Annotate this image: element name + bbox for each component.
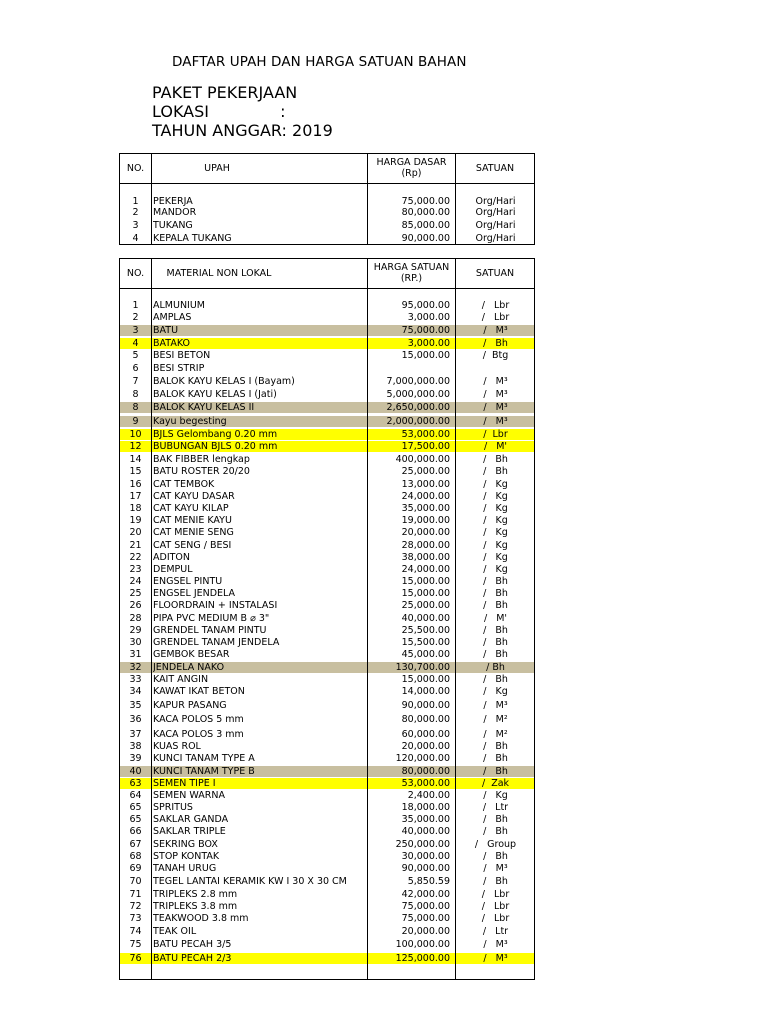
item-name: KUAS ROL bbox=[153, 741, 201, 752]
item-unit: / Ltr bbox=[482, 802, 509, 813]
item-price: 90,000.00 bbox=[401, 233, 450, 244]
table-row bbox=[120, 466, 534, 477]
item-unit: / M' bbox=[483, 613, 508, 624]
item-unit: / M³ bbox=[483, 416, 508, 427]
item-price: 3,000.00 bbox=[407, 312, 450, 323]
item-unit: / Bh bbox=[483, 741, 508, 752]
table-row bbox=[120, 389, 534, 400]
item-price: 38,000.00 bbox=[401, 552, 450, 563]
table-row bbox=[120, 312, 534, 323]
item-price: 45,000.00 bbox=[401, 649, 450, 660]
item-name: TEAK OIL bbox=[153, 926, 197, 937]
item-name: SEMEN WARNA bbox=[153, 790, 225, 801]
item-price: 130,700.00 bbox=[395, 662, 450, 673]
item-unit: / Kg bbox=[483, 479, 508, 490]
item-price: 75,000.00 bbox=[401, 901, 450, 912]
item-price: 40,000.00 bbox=[401, 826, 450, 837]
item-unit: / Kg bbox=[483, 552, 508, 563]
table-row bbox=[120, 429, 534, 440]
item-price: 120,000.00 bbox=[395, 753, 450, 764]
item-name: TUKANG bbox=[153, 220, 193, 231]
row-number: 26 bbox=[129, 600, 142, 611]
item-price: 53,000.00 bbox=[401, 429, 450, 440]
table-row bbox=[120, 686, 534, 697]
row-number: 2 bbox=[132, 207, 139, 218]
row-number: 1 bbox=[132, 196, 139, 207]
item-unit: / Lbr bbox=[481, 889, 510, 900]
item-price: 5,000,000.00 bbox=[386, 389, 450, 400]
item-name: BAK FIBBER lengkap bbox=[153, 454, 250, 465]
table-row bbox=[120, 527, 534, 538]
project-header bbox=[152, 83, 333, 140]
item-name: BALOK KAYU KELAS II bbox=[153, 402, 255, 413]
item-price: 80,000.00 bbox=[401, 714, 450, 725]
item-price: 80,000.00 bbox=[401, 766, 450, 777]
item-price: 90,000.00 bbox=[401, 863, 450, 874]
item-unit: Org/Hari bbox=[475, 196, 516, 207]
document-title: DAFTAR UPAH DAN HARGA SATUAN BAHAN bbox=[172, 54, 467, 70]
item-unit: / Bh bbox=[483, 766, 508, 777]
row-number: 70 bbox=[129, 876, 142, 887]
item-name: KEPALA TUKANG bbox=[153, 233, 232, 244]
table-row bbox=[120, 196, 534, 207]
row-number: 20 bbox=[129, 527, 142, 538]
item-name: GEMBOK BESAR bbox=[153, 649, 230, 660]
item-unit: / Bh bbox=[483, 466, 508, 477]
item-unit: / Bh bbox=[483, 649, 508, 660]
row-number: 65 bbox=[129, 814, 142, 825]
material-header-price: HARGA SATUAN (RP.) bbox=[373, 262, 450, 284]
item-name: DEMPUL bbox=[153, 564, 193, 575]
item-price: 24,000.00 bbox=[401, 564, 450, 575]
row-number: 39 bbox=[129, 753, 142, 764]
item-name: FLOORDRAIN + INSTALASI bbox=[153, 600, 278, 611]
item-price: 53,000.00 bbox=[401, 778, 450, 789]
item-name: BESI BETON bbox=[153, 350, 211, 361]
row-number: 1 bbox=[132, 300, 139, 311]
row-number: 7 bbox=[132, 376, 139, 387]
row-number: 76 bbox=[129, 953, 142, 964]
item-name: BATU PECAH 2/3 bbox=[153, 953, 232, 964]
row-number: 22 bbox=[129, 552, 142, 563]
row-number: 17 bbox=[129, 491, 142, 502]
row-number: 35 bbox=[129, 700, 142, 711]
project-package-line: PAKET PEKERJAAN bbox=[152, 83, 298, 102]
material-header-no: NO. bbox=[126, 268, 145, 279]
item-price: 40,000.00 bbox=[401, 613, 450, 624]
item-unit: / Lbr bbox=[481, 901, 510, 912]
table-row bbox=[120, 926, 534, 937]
item-unit: / Zak bbox=[481, 778, 510, 789]
item-price: 20,000.00 bbox=[401, 741, 450, 752]
item-name: ADITON bbox=[153, 552, 191, 563]
table-row bbox=[120, 552, 534, 563]
table-row bbox=[120, 814, 534, 825]
item-unit: / Bh bbox=[483, 454, 508, 465]
item-price: 20,000.00 bbox=[401, 926, 450, 937]
item-price: 7,000,000.00 bbox=[386, 376, 450, 387]
row-number: 3 bbox=[132, 220, 139, 231]
item-name: SEMEN TIPE I bbox=[153, 778, 216, 789]
item-name: KAWAT IKAT BETON bbox=[153, 686, 245, 697]
table-row bbox=[120, 939, 534, 950]
location-line: LOKASI : bbox=[152, 102, 286, 121]
item-unit: / M' bbox=[483, 441, 508, 452]
item-unit: / M³ bbox=[483, 402, 508, 413]
row-number: 2 bbox=[132, 312, 139, 323]
item-name: MANDOR bbox=[153, 207, 197, 218]
table-row bbox=[120, 839, 534, 850]
item-name: KUNCI TANAM TYPE B bbox=[153, 766, 255, 777]
item-price: 35,000.00 bbox=[401, 503, 450, 514]
item-price: 15,000.00 bbox=[401, 588, 450, 599]
table-row bbox=[120, 454, 534, 465]
table-row bbox=[120, 325, 534, 336]
item-unit: / Kg bbox=[483, 686, 508, 697]
row-number: 30 bbox=[129, 637, 142, 648]
item-price: 13,000.00 bbox=[401, 479, 450, 490]
item-name: BATU PECAH 3/5 bbox=[153, 939, 232, 950]
item-price: 14,000.00 bbox=[401, 686, 450, 697]
item-price: 17,500.00 bbox=[401, 441, 450, 452]
item-price: 250,000.00 bbox=[395, 839, 450, 850]
table-row bbox=[120, 416, 534, 427]
item-name: ENGSEL PINTU bbox=[153, 576, 223, 587]
item-unit: / Kg bbox=[483, 491, 508, 502]
item-unit: / Bh bbox=[483, 588, 508, 599]
item-name: SAKLAR TRIPLE bbox=[153, 826, 226, 837]
row-number: 4 bbox=[132, 233, 139, 244]
wage-header-unit: SATUAN bbox=[475, 163, 515, 174]
item-name: CAT KAYU DASAR bbox=[153, 491, 235, 502]
item-unit: / M² bbox=[483, 714, 508, 725]
item-unit: Org/Hari bbox=[475, 207, 516, 218]
table-row bbox=[120, 300, 534, 311]
table-row bbox=[120, 753, 534, 764]
item-name: BATAKO bbox=[153, 338, 191, 349]
item-name: SEKRING BOX bbox=[153, 839, 218, 850]
table-row bbox=[120, 441, 534, 452]
item-name: KACA POLOS 3 mm bbox=[153, 729, 244, 740]
row-number: 73 bbox=[129, 913, 142, 924]
table-row bbox=[120, 714, 534, 725]
item-price: 3,000.00 bbox=[407, 338, 450, 349]
material-header-name: MATERIAL NON LOKAL bbox=[166, 268, 272, 279]
item-price: 90,000.00 bbox=[401, 700, 450, 711]
item-unit: / Bh bbox=[483, 876, 508, 887]
row-number: 8 bbox=[132, 389, 139, 400]
table-row bbox=[120, 233, 534, 244]
table-row bbox=[120, 479, 534, 490]
item-unit: / M³ bbox=[483, 376, 508, 387]
item-name: BALOK KAYU KELAS I (Jati) bbox=[153, 389, 277, 400]
row-number: 40 bbox=[129, 766, 142, 777]
item-unit: / Btg bbox=[482, 350, 509, 361]
table-row bbox=[120, 790, 534, 801]
row-number: 14 bbox=[129, 454, 142, 465]
item-price: 18,000.00 bbox=[401, 802, 450, 813]
table-row bbox=[120, 220, 534, 231]
item-name: BALOK KAYU KELAS I (Bayam) bbox=[153, 376, 295, 387]
item-price: 30,000.00 bbox=[401, 851, 450, 862]
table-row bbox=[120, 503, 534, 514]
item-unit: / M² bbox=[483, 729, 508, 740]
item-name: TEAKWOOD 3.8 mm bbox=[153, 913, 249, 924]
row-number: 74 bbox=[129, 926, 142, 937]
item-price: 2,000,000.00 bbox=[386, 416, 450, 427]
item-unit: / Bh bbox=[483, 637, 508, 648]
item-unit: / M³ bbox=[483, 700, 508, 711]
table-row bbox=[120, 649, 534, 660]
item-unit: / Lbr bbox=[481, 312, 510, 323]
item-name: CAT SENG / BESI bbox=[153, 540, 232, 551]
item-unit: / Bh bbox=[483, 674, 508, 685]
item-name: ENGSEL JENDELA bbox=[153, 588, 236, 599]
item-name: GRENDEL TANAM JENDELA bbox=[153, 637, 280, 648]
row-number: 63 bbox=[129, 778, 142, 789]
item-price: 125,000.00 bbox=[395, 953, 450, 964]
row-number: 31 bbox=[129, 649, 142, 660]
item-price: 100,000.00 bbox=[395, 939, 450, 950]
item-unit: / Lbr bbox=[483, 429, 508, 440]
table-row bbox=[120, 540, 534, 551]
item-price: 20,000.00 bbox=[401, 527, 450, 538]
row-number: 8 bbox=[132, 402, 139, 413]
item-price: 400,000.00 bbox=[395, 454, 450, 465]
row-number: 65 bbox=[129, 802, 142, 813]
table-row bbox=[120, 851, 534, 862]
row-number: 38 bbox=[129, 741, 142, 752]
item-unit: / Kg bbox=[483, 790, 508, 801]
table-row bbox=[120, 402, 534, 413]
row-number: 15 bbox=[129, 466, 142, 477]
item-name: TRIPLEKS 2.8 mm bbox=[153, 889, 238, 900]
item-price: 35,000.00 bbox=[401, 814, 450, 825]
item-price: 2,650,000.00 bbox=[386, 402, 450, 413]
item-name: CAT MENIE KAYU bbox=[153, 515, 232, 526]
table-row bbox=[120, 515, 534, 526]
item-price: 25,000.00 bbox=[401, 600, 450, 611]
item-unit: / Bh bbox=[483, 753, 508, 764]
item-unit: / Ltr bbox=[482, 926, 509, 937]
item-unit: / M³ bbox=[483, 939, 508, 950]
wage-header-price: HARGA DASAR (Rp) bbox=[376, 157, 447, 179]
row-number: 4 bbox=[132, 338, 139, 349]
item-price: 75,000.00 bbox=[401, 913, 450, 924]
item-unit: / M³ bbox=[483, 953, 508, 964]
row-number: 16 bbox=[129, 479, 142, 490]
table-row bbox=[120, 913, 534, 924]
item-name: SAKLAR GANDA bbox=[153, 814, 229, 825]
row-number: 72 bbox=[129, 901, 142, 912]
table-row bbox=[120, 700, 534, 711]
item-name: PEKERJA bbox=[153, 196, 193, 207]
table-row bbox=[120, 876, 534, 887]
item-unit: / Lbr bbox=[481, 300, 510, 311]
item-unit: / Kg bbox=[483, 515, 508, 526]
item-unit: Org/Hari bbox=[475, 233, 516, 244]
item-unit: / Bh bbox=[483, 851, 508, 862]
row-number: 3 bbox=[132, 325, 139, 336]
table-row bbox=[120, 826, 534, 837]
item-price: 15,000.00 bbox=[401, 350, 450, 361]
row-number: 69 bbox=[129, 863, 142, 874]
material-table bbox=[119, 258, 535, 980]
row-number: 34 bbox=[129, 686, 142, 697]
table-row bbox=[120, 863, 534, 874]
row-number: 9 bbox=[132, 416, 139, 427]
item-price: 60,000.00 bbox=[401, 729, 450, 740]
item-unit: / Kg bbox=[483, 540, 508, 551]
item-price: 75,000.00 bbox=[401, 196, 450, 207]
table-row bbox=[120, 376, 534, 387]
table-row bbox=[120, 889, 534, 900]
table-row bbox=[120, 674, 534, 685]
row-number: 66 bbox=[129, 826, 142, 837]
item-name: BATU ROSTER 20/20 bbox=[153, 466, 250, 477]
table-row bbox=[120, 729, 534, 740]
item-name: BJLS Gelombang 0.20 mm bbox=[153, 429, 278, 440]
item-price: 75,000.00 bbox=[401, 325, 450, 336]
table-row bbox=[120, 363, 534, 374]
table-row bbox=[120, 564, 534, 575]
table-row bbox=[120, 588, 534, 599]
item-unit: / M³ bbox=[483, 389, 508, 400]
table-row bbox=[120, 207, 534, 218]
row-number: 5 bbox=[132, 350, 139, 361]
row-number: 28 bbox=[129, 613, 142, 624]
item-name: BESI STRIP bbox=[153, 363, 205, 374]
item-name: PIPA PVC MEDIUM B ⌀ 3" bbox=[153, 613, 270, 624]
item-name: KAPUR PASANG bbox=[153, 700, 227, 711]
item-price: 19,000.00 bbox=[401, 515, 450, 526]
item-price: 2,400.00 bbox=[407, 790, 450, 801]
row-number: 10 bbox=[129, 429, 142, 440]
wage-header-no: NO. bbox=[126, 163, 145, 174]
row-number: 21 bbox=[129, 540, 142, 551]
item-unit: / Bh bbox=[483, 625, 508, 636]
table-row bbox=[120, 576, 534, 587]
item-name: ALMUNIUM bbox=[153, 300, 205, 311]
row-number: 12 bbox=[129, 441, 142, 452]
row-number: 19 bbox=[129, 515, 142, 526]
row-number: 25 bbox=[129, 588, 142, 599]
item-unit: / Bh bbox=[483, 826, 508, 837]
item-name: Kayu begesting bbox=[153, 416, 227, 427]
item-name: TANAH URUG bbox=[153, 863, 217, 874]
item-price: 95,000.00 bbox=[401, 300, 450, 311]
item-name: TRIPLEKS 3.8 mm bbox=[153, 901, 238, 912]
material-header-unit: SATUAN bbox=[475, 268, 515, 279]
item-price: 25,500.00 bbox=[401, 625, 450, 636]
row-number: 67 bbox=[129, 839, 142, 850]
item-unit: / Kg bbox=[483, 564, 508, 575]
item-unit: Org/Hari bbox=[475, 220, 516, 231]
item-price: 15,000.00 bbox=[401, 674, 450, 685]
table-row bbox=[120, 338, 534, 349]
table-row bbox=[120, 901, 534, 912]
item-name: AMPLAS bbox=[153, 312, 192, 323]
item-name: CAT KAYU KILAP bbox=[153, 503, 229, 514]
item-price: 80,000.00 bbox=[401, 207, 450, 218]
item-unit: / Bh bbox=[483, 338, 508, 349]
item-price: 85,000.00 bbox=[401, 220, 450, 231]
table-row bbox=[120, 953, 534, 964]
item-unit: / M³ bbox=[483, 863, 508, 874]
item-name: JENDELA NAKO bbox=[153, 662, 225, 673]
item-price: 5,850.59 bbox=[407, 876, 450, 887]
row-number: 29 bbox=[129, 625, 142, 636]
item-name: KAIT ANGIN bbox=[153, 674, 209, 685]
item-unit: / Kg bbox=[483, 527, 508, 538]
row-number: 33 bbox=[129, 674, 142, 685]
item-name: STOP KONTAK bbox=[153, 851, 220, 862]
table-row bbox=[120, 600, 534, 611]
item-unit: / Bh bbox=[483, 600, 508, 611]
item-name: SPRITUS bbox=[153, 802, 193, 813]
item-price: 42,000.00 bbox=[401, 889, 450, 900]
budget-year-line: TAHUN ANGGAR: 2019 bbox=[152, 121, 333, 140]
item-unit: / Lbr bbox=[481, 913, 510, 924]
row-number: 68 bbox=[129, 851, 142, 862]
item-unit: / Bh bbox=[486, 662, 505, 673]
item-unit: / M³ bbox=[483, 325, 508, 336]
table-row bbox=[120, 350, 534, 361]
item-price: 15,500.00 bbox=[401, 637, 450, 648]
item-unit: / Bh bbox=[483, 576, 508, 587]
table-row bbox=[120, 491, 534, 502]
row-number: 32 bbox=[129, 662, 142, 673]
item-name: BATU bbox=[153, 325, 179, 336]
item-unit: / Bh bbox=[483, 814, 508, 825]
item-price: 25,000.00 bbox=[401, 466, 450, 477]
item-unit: / Group bbox=[474, 839, 517, 850]
row-number: 6 bbox=[132, 363, 139, 374]
row-number: 75 bbox=[129, 939, 142, 950]
item-name: CAT MENIE SENG bbox=[153, 527, 234, 538]
item-unit: / Kg bbox=[483, 503, 508, 514]
table-row bbox=[120, 613, 534, 624]
row-number: 37 bbox=[129, 729, 142, 740]
item-name: KACA POLOS 5 mm bbox=[153, 714, 244, 725]
item-price: 28,000.00 bbox=[401, 540, 450, 551]
row-number: 71 bbox=[129, 889, 142, 900]
item-name: CAT TEMBOK bbox=[153, 479, 215, 490]
item-price: 15,000.00 bbox=[401, 576, 450, 587]
table-row bbox=[120, 625, 534, 636]
row-number: 64 bbox=[129, 790, 142, 801]
item-name: KUNCI TANAM TYPE A bbox=[153, 753, 255, 764]
row-number: 24 bbox=[129, 576, 142, 587]
table-row bbox=[120, 637, 534, 648]
row-number: 36 bbox=[129, 714, 142, 725]
wage-table bbox=[119, 153, 535, 245]
table-row bbox=[120, 662, 534, 673]
row-number: 18 bbox=[129, 503, 142, 514]
row-number: 23 bbox=[129, 564, 142, 575]
item-price: 24,000.00 bbox=[401, 491, 450, 502]
wage-header-name: UPAH bbox=[204, 163, 230, 174]
table-row bbox=[120, 778, 534, 789]
table-row bbox=[120, 741, 534, 752]
item-name: TEGEL LANTAI KERAMIK KW I 30 X 30 CM bbox=[153, 876, 347, 887]
item-name: BUBUNGAN BJLS 0.20 mm bbox=[153, 441, 278, 452]
item-name: GRENDEL TANAM PINTU bbox=[153, 625, 267, 636]
table-row bbox=[120, 802, 534, 813]
table-row bbox=[120, 766, 534, 777]
